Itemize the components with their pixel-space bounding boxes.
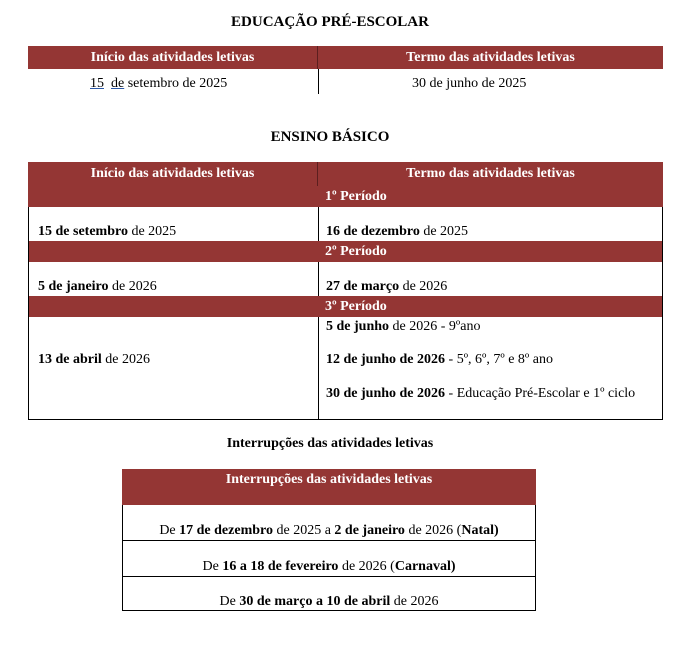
- preschool-start-de: de: [111, 76, 125, 91]
- preschool-start-rest: setembro de 2025: [124, 76, 228, 91]
- period-2-end: [326, 279, 447, 295]
- preschool-col-divider: [318, 69, 319, 94]
- preschool-title: EDUCAÇÃO PRÉ-ESCOLAR: [231, 14, 429, 30]
- period-3-header: [28, 296, 663, 317]
- period-2-start: [38, 279, 157, 295]
- interruption-christmas-c: de 2025 a: [272, 523, 335, 538]
- interruption-easter: [122, 594, 536, 610]
- period-1-label: 1º Período: [325, 189, 387, 204]
- basic-right-border: [662, 207, 663, 420]
- preschool-start-day: 15: [90, 76, 104, 91]
- period-3-end-1-bold: 5 de junho: [326, 319, 390, 334]
- interruption-christmas-f: Natal: [461, 523, 494, 538]
- period-1-start: [38, 224, 176, 240]
- period-3-end-3-bold: 30 de junho de 2026: [326, 386, 446, 401]
- period-1-end-rest: de 2025: [419, 224, 469, 239]
- period-2-start-rest: de 2026: [108, 279, 157, 294]
- basic-col-divider-3: [318, 317, 319, 420]
- basic-header-start: Início das atividades letivas: [28, 162, 318, 186]
- period-3-end-3-rest: - Educação Pré-Escolar e 1º ciclo: [445, 386, 636, 401]
- period-1-end: [326, 224, 468, 240]
- period-3-start: [38, 352, 150, 368]
- preschool-end-date: 30 de junho de 2025: [412, 76, 527, 91]
- period-2-header: [28, 241, 663, 262]
- interruption-christmas-b: 17 de dezembro: [179, 523, 273, 538]
- period-2-start-bold: 5 de janeiro: [38, 279, 109, 294]
- interruption-carnival-d: Carnaval: [394, 559, 451, 574]
- interruptions-header: Interrupções das atividades letivas: [122, 469, 536, 505]
- interruption-christmas-g: ): [494, 523, 499, 538]
- basic-left-border: [28, 207, 29, 420]
- basic-bottom-border: [28, 419, 663, 420]
- basic-header-end: Termo das atividades letivas: [318, 162, 663, 186]
- interruption-easter-b: 30 de março a 10 de abril: [239, 594, 391, 609]
- interruptions-row-divider-2: [122, 576, 536, 577]
- period-3-label: 3º Período: [325, 299, 387, 314]
- interruptions-row-divider-1: [122, 540, 536, 541]
- period-2-label: 2º Período: [325, 244, 387, 259]
- period-3-end-3: [326, 386, 635, 402]
- period-3-end-2: [326, 352, 553, 368]
- period-1-start-bold: 15 de setembro: [38, 224, 128, 239]
- interruption-christmas: [122, 523, 536, 539]
- interruptions-bottom-border: [122, 610, 536, 611]
- interruption-carnival-a: De: [202, 559, 223, 574]
- period-1-header: [28, 186, 663, 207]
- interruption-christmas-d: 2 de janeiro: [334, 523, 405, 538]
- interruption-christmas-e: de 2026 (: [404, 523, 462, 538]
- period-3-end-2-bold: 12 de junho de 2026: [326, 352, 446, 367]
- period-3-start-rest: de 2026: [101, 352, 150, 367]
- interruption-carnival-e: ): [450, 559, 456, 574]
- interruption-carnival-c: de 2026 (: [338, 559, 395, 574]
- basic-title: ENSINO BÁSICO: [270, 129, 390, 145]
- period-3-end-1-rest: de 2026 - 9ºano: [389, 319, 481, 334]
- period-1-end-bold: 16 de dezembro: [326, 224, 420, 239]
- period-2-end-bold: 27 de março: [326, 279, 400, 294]
- period-3-start-bold: 13 de abril: [38, 352, 102, 367]
- interruption-easter-c: de 2026: [390, 594, 439, 609]
- interruptions-title: Interrupções das atividades letivas: [226, 436, 434, 451]
- interruption-carnival: [122, 559, 536, 575]
- basic-col-divider-1: [318, 207, 319, 241]
- period-3-end-2-rest: - 5º, 6º, 7º e 8º ano: [445, 352, 553, 367]
- basic-col-divider-2: [318, 262, 319, 296]
- interruption-carnival-b: 16 a 18 de fevereiro: [222, 559, 339, 574]
- interruption-christmas-a: De: [159, 523, 180, 538]
- interruption-easter-a: De: [219, 594, 240, 609]
- period-3-end-1: [326, 319, 480, 335]
- period-1-start-rest: de 2025: [127, 224, 177, 239]
- period-2-end-rest: de 2026: [399, 279, 448, 294]
- preschool-start-date: [90, 76, 227, 92]
- preschool-header-start: Início das atividades letivas: [28, 46, 318, 69]
- preschool-header-end: Termo das atividades letivas: [318, 46, 663, 69]
